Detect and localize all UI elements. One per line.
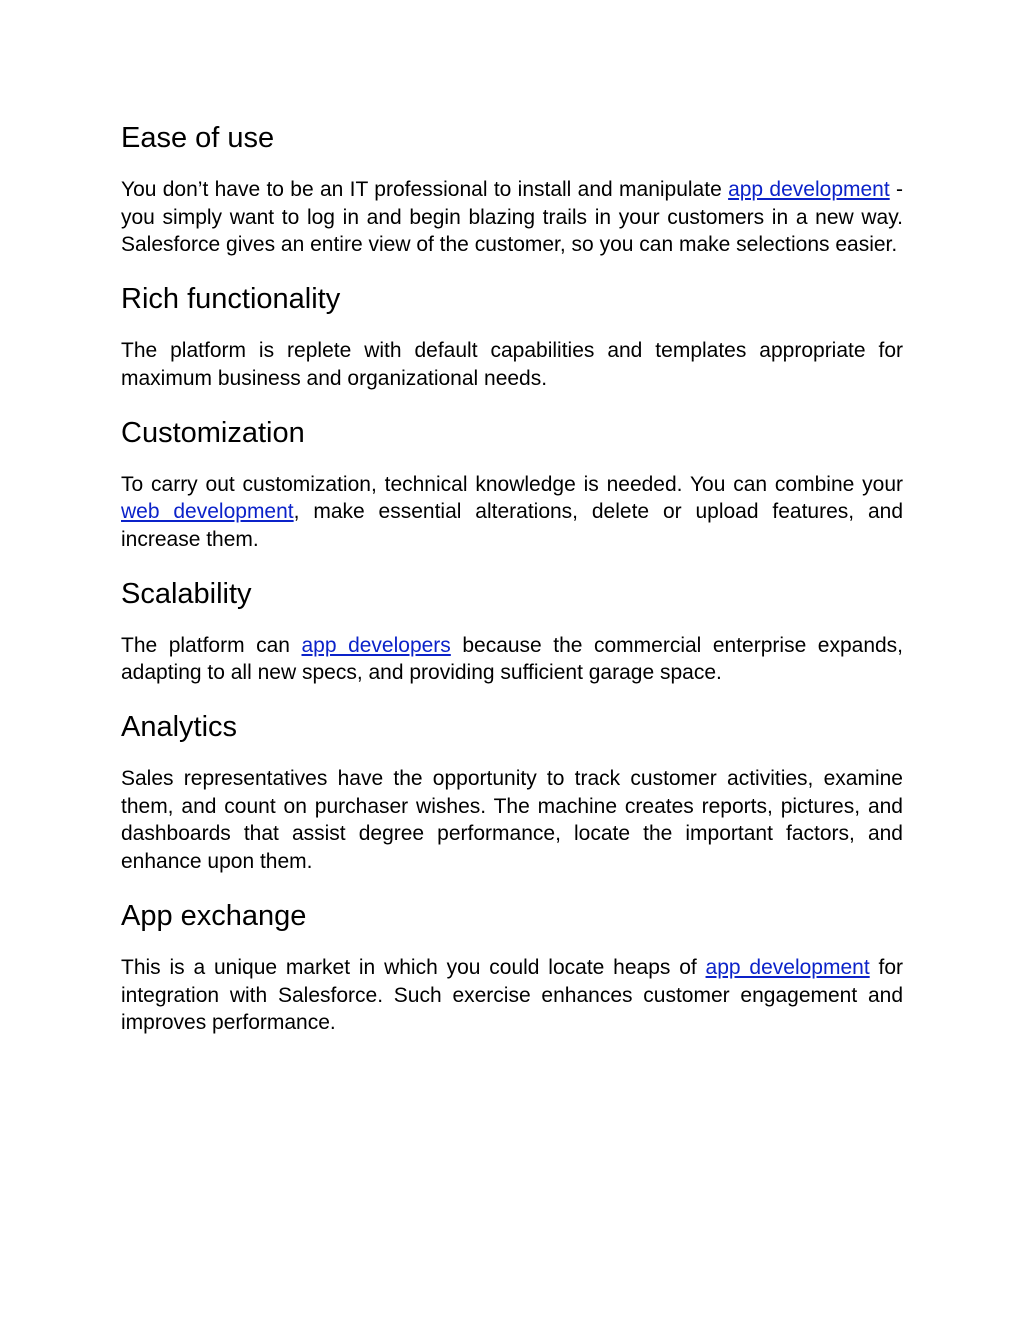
paragraph-text: Sales representatives have the opportunity to track customer activities, examine them, and count on purchaser wishes. The machine creates reports, pictures, and dashboards that assist degree performance, locate the important factors, and enhance upon them. [121, 767, 903, 874]
section-heading: Ease of use [121, 122, 275, 154]
section-paragraph [121, 471, 903, 554]
section-paragraph [121, 337, 903, 392]
paragraph-text: , make essential alterations, delete or upload features, and increase them. [121, 500, 904, 551]
section-paragraph [121, 632, 903, 687]
section-paragraph [121, 954, 903, 1037]
paragraph-text: - you simply want to log in and begin blazing trails in your customers in a new way. Salesforce gives an entire view of the customer, so you can make selections easier. [121, 178, 904, 257]
section-heading: App exchange [121, 899, 307, 932]
section-analytics [121, 707, 903, 876]
section-scalability [121, 574, 903, 687]
section-customization [121, 413, 903, 554]
section-heading: Analytics [121, 711, 238, 744]
app-development-link[interactable]: app development [728, 178, 890, 201]
section-heading: Scalability [121, 577, 252, 610]
paragraph-text: The platform is replete with default capabilities and templates appropriate for maximum business and organizational needs. [121, 339, 903, 390]
section-paragraph [121, 765, 903, 876]
paragraph-text: You don’t have to be an IT professional to install and manipulate [121, 178, 729, 201]
paragraph-text: To carry out customization, technical knowledge is needed. You can combine your [121, 472, 903, 496]
section-heading: Rich functionality [121, 283, 341, 316]
app-developers-link[interactable]: app developers [301, 633, 451, 657]
paragraph-text: The platform can [121, 633, 302, 657]
app-development-link[interactable]: app development [705, 955, 870, 979]
section-rich-functionality [121, 279, 903, 392]
section-paragraph [121, 176, 903, 259]
section-ease-of-use [121, 118, 903, 259]
paragraph-text: This is a unique market in which you could locate heaps of [121, 955, 706, 979]
section-heading: Customization [121, 416, 305, 449]
section-app-exchange [121, 896, 903, 1037]
web-development-link[interactable]: web development [121, 500, 294, 524]
paragraph-text: for integration with Salesforce. Such exercise enhances customer engagement and improves performance. [121, 955, 904, 1035]
paragraph-text: because the commercial enterprise expands, adapting to all new specs, and providing sufficient garage space. [121, 633, 904, 685]
document-page [121, 118, 903, 1057]
